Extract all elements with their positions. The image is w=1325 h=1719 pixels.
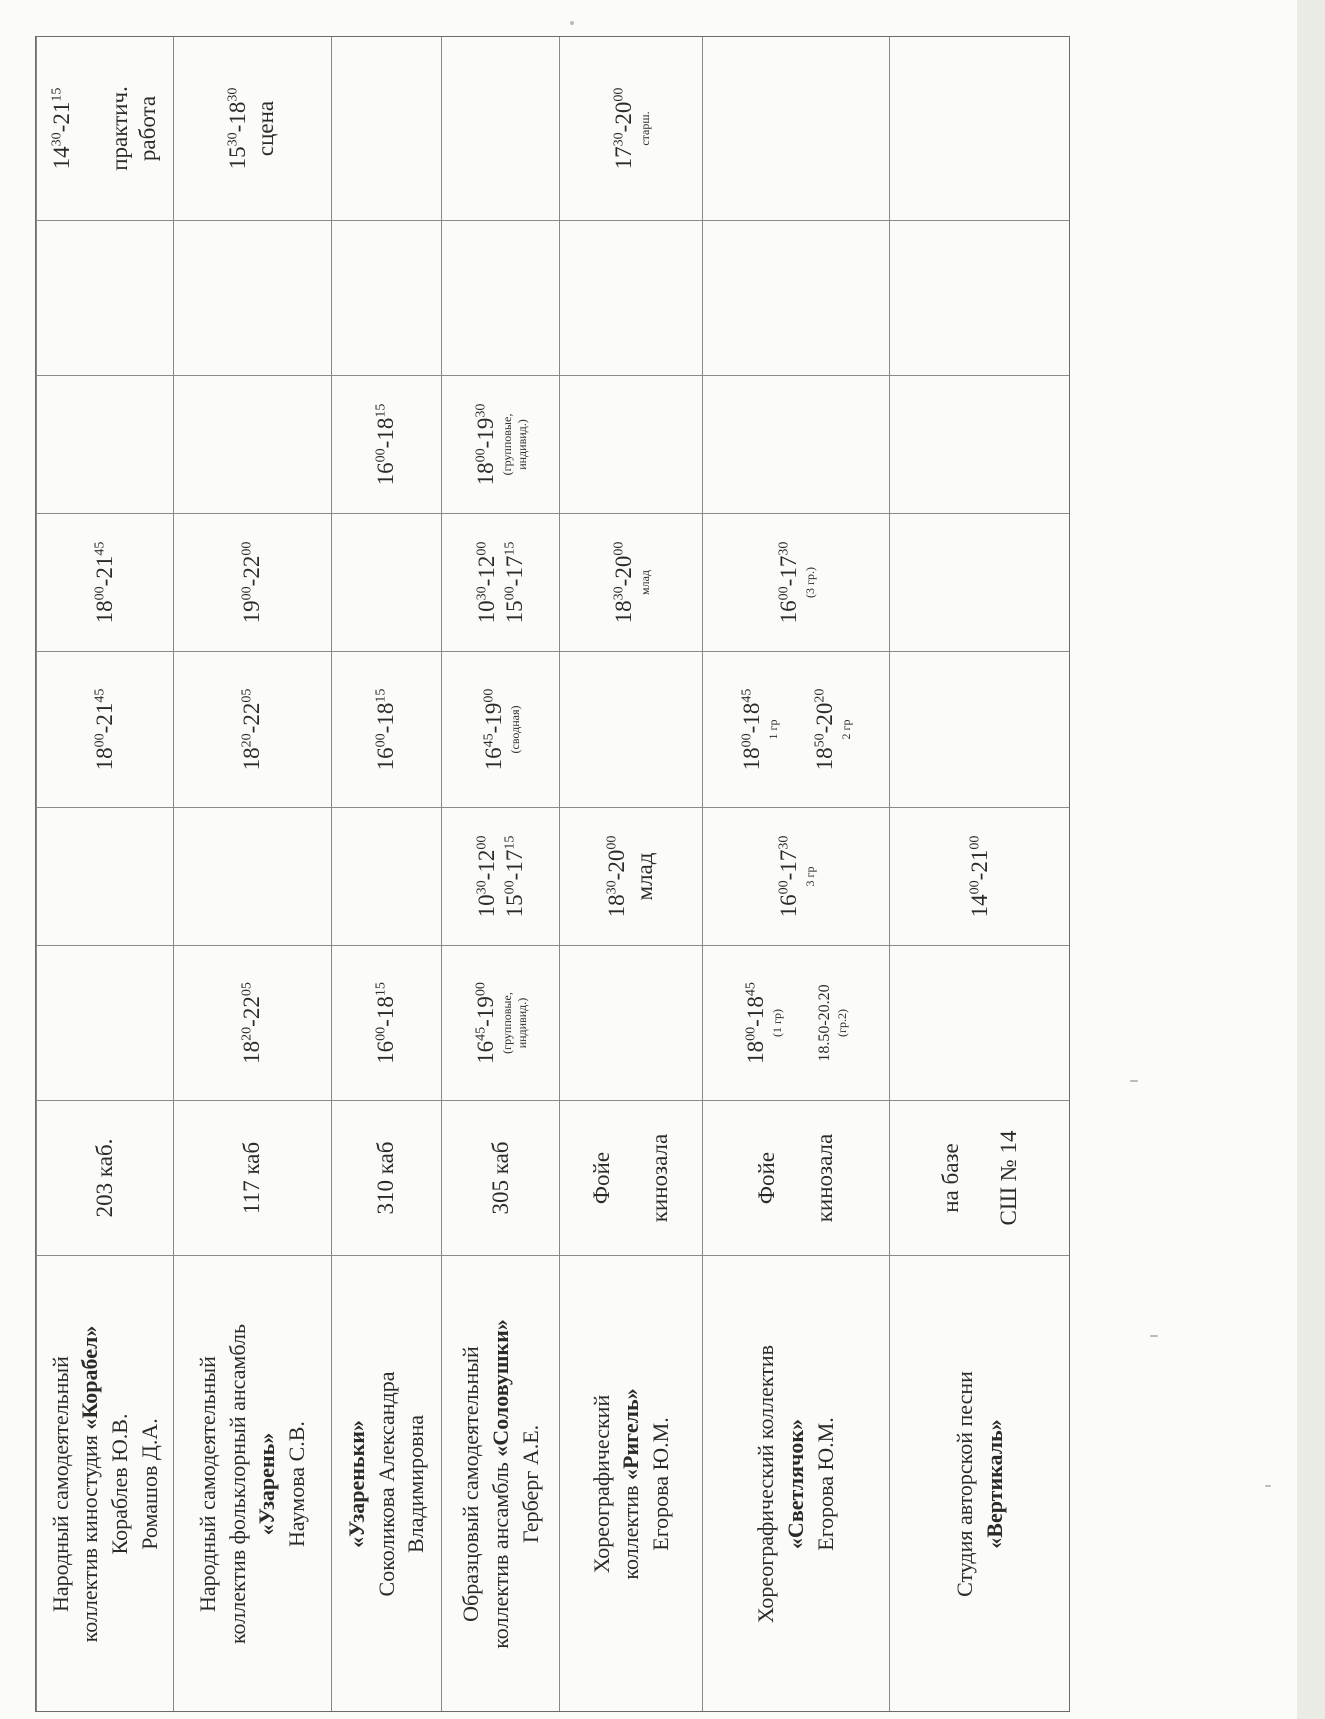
end-minutes: 00 <box>967 835 983 850</box>
time-slot-cell <box>889 652 1070 808</box>
time-range: $18^{30}-20^{00}$ <box>604 835 630 918</box>
end-minutes: 05 <box>239 982 255 997</box>
end-hour: 20 <box>610 555 636 579</box>
end-minutes: 15 <box>49 87 65 102</box>
start-minutes: 00 <box>373 1026 389 1041</box>
end-hour: 20 <box>604 849 630 873</box>
group-name-line <box>342 1262 372 1706</box>
start-minutes: 00 <box>373 448 389 463</box>
room-label: Фойе <box>589 1151 615 1205</box>
time-range: $18^{00}-21^{45}$ <box>92 688 117 771</box>
group-name-line <box>401 1262 431 1706</box>
time-range: $18^{30}-20^{00}$ <box>610 541 636 624</box>
time-slot-cell <box>331 808 442 946</box>
end-minutes: 30 <box>775 835 791 850</box>
table-row <box>174 37 332 1713</box>
slot-note: индивид.) <box>514 419 529 470</box>
schedule-body <box>37 37 1071 1713</box>
end-hour: 18 <box>743 996 769 1020</box>
end-minutes: 30 <box>775 541 791 556</box>
end-hour: 19 <box>480 702 506 726</box>
time-slot-cell <box>442 221 560 376</box>
end-hour: 18 <box>373 996 399 1020</box>
scan-speck <box>1265 1485 1271 1487</box>
scan-speck <box>1150 1335 1158 1337</box>
end-minutes: 45 <box>92 688 108 703</box>
start-hour: 14 <box>966 894 992 918</box>
start-hour: 18 <box>604 894 630 918</box>
slot-note: (1 гр) <box>770 1009 785 1037</box>
group-name-line <box>135 1262 165 1706</box>
group-name-line <box>75 1262 105 1706</box>
schedule-grid <box>36 36 1070 1712</box>
slot-note: 18.50-20.20 <box>815 984 833 1062</box>
scan-speck <box>570 21 574 25</box>
group-name-line <box>282 1262 312 1706</box>
time-range: $15^{00}-17^{15}$ <box>501 835 527 918</box>
start-minutes: 45 <box>473 1026 489 1041</box>
end-minutes: 05 <box>239 688 255 703</box>
time-range: $10^{30}-12^{00}$ <box>473 835 499 918</box>
time-range: $18^{00}-18^{45}$ <box>743 982 769 1064</box>
group-name-line <box>950 1262 980 1706</box>
start-hour: 10 <box>473 600 499 624</box>
time-range: $16^{00}-17^{30}$ <box>775 835 801 918</box>
time-slot-cell <box>702 652 889 808</box>
start-hour: 16 <box>373 462 399 486</box>
group-text: коллектив фольклорный ансамбль <box>224 1323 250 1645</box>
start-minutes: 00 <box>967 880 983 895</box>
room-cell <box>442 1101 560 1256</box>
time-range: $18^{00}-21^{45}$ <box>92 541 117 624</box>
slot-note: (сводная) <box>507 705 522 754</box>
room-label: на базе <box>937 1143 963 1213</box>
time-slot-cell <box>174 221 332 376</box>
time-range: $16^{00}-17^{30}$ <box>775 541 801 624</box>
end-minutes: 00 <box>473 982 489 997</box>
start-minutes: 00 <box>775 880 791 895</box>
start-hour: 18 <box>610 600 636 624</box>
room-label: 310 каб <box>373 1141 399 1215</box>
end-hour: 12 <box>473 849 499 873</box>
time-slot-cell <box>702 946 889 1101</box>
spacer <box>76 43 106 214</box>
group-name-cell <box>702 1256 889 1713</box>
end-minutes: 00 <box>604 835 620 850</box>
end-minutes: 00 <box>239 541 255 556</box>
end-hour: 22 <box>239 555 265 579</box>
start-minutes: 30 <box>611 586 627 601</box>
group-name-line <box>46 1262 76 1706</box>
start-hour: 18 <box>473 462 499 486</box>
time-range: $18^{00}-18^{45}$ <box>739 688 765 771</box>
time-slot-cell <box>174 376 332 514</box>
group-name-line <box>193 1262 223 1706</box>
group-title: «Вертикаль» <box>981 1419 1007 1549</box>
end-hour: 19 <box>473 996 499 1020</box>
time-range: $17^{30}-20^{00}$ <box>610 87 636 170</box>
start-minutes: 30 <box>604 880 620 895</box>
group-name-line <box>252 1262 282 1706</box>
time-range: $18^{50}-20^{20}$ <box>811 688 837 771</box>
end-hour: 21 <box>966 849 992 873</box>
end-hour: 20 <box>610 101 636 125</box>
time-slot-cell <box>442 37 560 221</box>
end-minutes: 00 <box>611 541 627 556</box>
time-range: $10^{30}-12^{00}$ <box>473 541 499 624</box>
room-cell <box>560 1101 703 1256</box>
group-title: «Корабел» <box>77 1325 103 1430</box>
end-minutes: 00 <box>474 835 490 850</box>
end-minutes: 45 <box>743 982 759 997</box>
start-minutes: 30 <box>611 132 627 147</box>
slot-text: сцена <box>253 100 279 157</box>
time-range: $15^{30}-18^{30}$ <box>225 87 251 170</box>
end-hour: 17 <box>501 849 527 873</box>
group-name-line <box>781 1262 811 1706</box>
group-name-line <box>646 1262 676 1706</box>
group-text: Студия авторской песни <box>952 1371 978 1597</box>
time-slot-cell <box>442 376 560 514</box>
time-slot-cell <box>442 514 560 652</box>
group-title: «Узарень» <box>254 1432 280 1536</box>
start-hour: 16 <box>775 894 801 918</box>
time-slot-cell <box>37 37 174 221</box>
start-minutes: 45 <box>480 733 496 748</box>
slot-note: (3 гр.) <box>802 567 817 598</box>
slot-note: старш. <box>637 111 652 146</box>
group-name-line <box>980 1262 1010 1706</box>
time-slot-cell <box>442 652 560 808</box>
time-slot-cell <box>889 221 1070 376</box>
start-minutes: 20 <box>239 1026 255 1041</box>
time-range: $16^{00}-18^{15}$ <box>373 982 399 1064</box>
time-slot-cell <box>174 652 332 808</box>
room-label: кинозала <box>811 1133 837 1223</box>
time-slot-cell <box>331 652 442 808</box>
start-minutes: 00 <box>92 586 108 601</box>
time-range: $16^{00}-18^{15}$ <box>373 688 399 771</box>
start-minutes: 30 <box>474 880 490 895</box>
time-range: $18^{20}-22^{05}$ <box>239 688 265 771</box>
end-hour: 18 <box>225 101 251 125</box>
table-row <box>560 37 703 1713</box>
group-name-line <box>751 1262 781 1706</box>
time-slot-cell <box>560 652 703 808</box>
start-hour: 15 <box>501 894 527 918</box>
end-minutes: 30 <box>473 403 489 418</box>
time-slot-cell <box>560 221 703 376</box>
group-name-cell <box>560 1256 703 1713</box>
table-row <box>442 37 560 1713</box>
end-minutes: 45 <box>739 688 755 703</box>
slot-note: (групповые, <box>500 413 515 476</box>
slot-text: работа <box>135 95 161 162</box>
time-slot-cell <box>702 221 889 376</box>
end-hour: 12 <box>473 555 499 579</box>
time-range: $14^{00}-21^{00}$ <box>966 835 992 918</box>
start-hour: 18 <box>739 747 765 771</box>
time-slot-cell <box>442 946 560 1101</box>
end-hour: 17 <box>501 555 527 579</box>
slot-note: 1 гр <box>766 719 781 740</box>
time-slot-cell <box>702 514 889 652</box>
start-hour: 19 <box>239 600 265 624</box>
slot-note: индивид.) <box>514 997 529 1049</box>
end-hour: 22 <box>239 702 265 726</box>
time-slot-cell <box>37 376 174 514</box>
start-minutes: 50 <box>812 733 828 748</box>
group-text: Кораблев Ю.В. <box>107 1413 133 1555</box>
time-slot-cell <box>331 376 442 514</box>
time-slot-cell <box>37 221 174 376</box>
room-label: 203 каб. <box>92 1138 117 1218</box>
time-slot-cell <box>37 946 174 1101</box>
time-range: $16^{45}-19^{00}$ <box>480 688 506 771</box>
time-range: $18^{00}-19^{30}$ <box>473 403 499 486</box>
group-text: Егорова Ю.М. <box>812 1417 838 1551</box>
start-minutes: 20 <box>239 733 255 748</box>
end-hour: 21 <box>92 555 117 579</box>
end-minutes: 30 <box>225 87 241 102</box>
end-minutes: 20 <box>812 688 828 703</box>
time-range: $19^{00}-22^{00}$ <box>239 541 265 624</box>
spacer <box>781 658 811 801</box>
slot-note: 2 гр <box>838 719 853 740</box>
end-hour: 20 <box>811 702 837 726</box>
start-hour: 15 <box>225 146 251 170</box>
group-title: «Ригель» <box>618 1388 644 1480</box>
group-text: Народный самодеятельный <box>195 1356 221 1612</box>
time-slot-cell <box>702 376 889 514</box>
time-slot-cell <box>889 37 1070 221</box>
group-text: Образцовый самодеятельный <box>458 1346 484 1622</box>
group-title: «Узареньки» <box>343 1420 369 1548</box>
group-name-line <box>616 1262 646 1706</box>
end-minutes: 45 <box>92 541 108 556</box>
room-cell <box>889 1101 1070 1256</box>
slot-note: 3 гр <box>802 866 817 887</box>
time-slot-cell <box>331 221 442 376</box>
end-hour: 21 <box>92 702 117 726</box>
time-range: $14^{30}-21^{15}$ <box>48 87 74 170</box>
group-name-line <box>516 1262 546 1706</box>
start-hour: 10 <box>473 894 499 918</box>
time-slot-cell <box>560 808 703 946</box>
time-slot-cell <box>174 37 332 221</box>
time-slot-cell <box>174 808 332 946</box>
start-hour: 18 <box>239 747 265 771</box>
group-name-cell <box>889 1256 1070 1713</box>
start-minutes: 00 <box>239 586 255 601</box>
start-minutes: 00 <box>502 880 518 895</box>
time-slot-cell <box>702 808 889 946</box>
start-hour: 16 <box>373 747 399 771</box>
room-cell <box>702 1101 889 1256</box>
group-name-cell <box>331 1256 442 1713</box>
room-label: СШ № 14 <box>995 1130 1021 1226</box>
room-cell <box>331 1101 442 1256</box>
time-range: $18^{20}-22^{05}$ <box>239 982 265 1064</box>
room-cell <box>37 1101 174 1256</box>
slot-text: практич. <box>107 86 132 171</box>
start-minutes: 00 <box>775 586 791 601</box>
group-name-line <box>456 1262 486 1706</box>
start-minutes: 30 <box>49 132 65 147</box>
start-hour: 14 <box>48 146 74 170</box>
start-minutes: 30 <box>474 586 490 601</box>
time-slot-cell <box>37 514 174 652</box>
time-slot-cell <box>174 514 332 652</box>
time-range: $16^{45}-19^{00}$ <box>473 982 499 1064</box>
time-slot-cell <box>889 514 1070 652</box>
start-hour: 17 <box>610 146 636 170</box>
room-cell <box>174 1101 332 1256</box>
schedule-table <box>35 36 1070 1712</box>
group-text: Хореографический коллектив <box>753 1344 779 1624</box>
start-minutes: 00 <box>92 733 108 748</box>
group-text: Соколикова Александра <box>373 1371 399 1597</box>
slot-note: (групповые, <box>500 992 515 1054</box>
group-text: Наумова С.В. <box>284 1421 310 1547</box>
start-hour: 18 <box>92 600 117 624</box>
start-hour: 16 <box>775 600 801 624</box>
time-slot-cell <box>889 808 1070 946</box>
time-range: $16^{00}-18^{15}$ <box>373 403 399 486</box>
start-minutes: 00 <box>502 586 518 601</box>
end-hour: 22 <box>239 996 265 1020</box>
time-slot-cell <box>889 946 1070 1101</box>
start-hour: 18 <box>92 747 117 771</box>
end-minutes: 15 <box>502 541 518 556</box>
schedule-rotated <box>36 37 1070 1712</box>
end-minutes: 15 <box>373 982 389 997</box>
group-name-line <box>372 1262 402 1706</box>
end-hour: 17 <box>775 849 801 873</box>
start-hour: 18 <box>811 747 837 771</box>
start-minutes: 30 <box>225 132 241 147</box>
group-text: Народный самодеятельный <box>47 1356 73 1612</box>
start-minutes: 00 <box>743 1026 759 1041</box>
end-minutes: 00 <box>474 541 490 556</box>
slot-text: млад <box>632 852 658 901</box>
group-text: Владимировна <box>403 1415 429 1554</box>
group-name-line <box>486 1262 516 1706</box>
time-slot-cell <box>37 808 174 946</box>
group-name-line <box>587 1262 617 1706</box>
slot-note: млад <box>637 570 652 596</box>
end-hour: 18 <box>373 417 399 441</box>
group-title: «Соловушки» <box>487 1319 513 1457</box>
group-text: коллектив ансамбль <box>487 1456 513 1649</box>
end-minutes: 15 <box>373 403 389 418</box>
time-slot-cell <box>889 376 1070 514</box>
group-text: коллектив <box>618 1479 644 1580</box>
room-label: 305 каб <box>487 1141 513 1215</box>
room-label: 117 каб <box>239 1141 265 1215</box>
time-slot-cell <box>560 37 703 221</box>
group-text: Хореографический <box>588 1394 614 1574</box>
slot-note: (гр.2) <box>834 1009 849 1037</box>
scan-edge <box>1297 0 1325 1719</box>
start-hour: 18 <box>743 1040 769 1064</box>
time-slot-cell <box>331 514 442 652</box>
group-name-line <box>811 1262 841 1706</box>
start-hour: 15 <box>501 600 527 624</box>
time-slot-cell <box>331 37 442 221</box>
table-row <box>37 37 174 1713</box>
time-slot-cell <box>442 808 560 946</box>
group-name-line <box>223 1262 253 1706</box>
start-minutes: 00 <box>373 733 389 748</box>
start-hour: 16 <box>373 1040 399 1064</box>
time-slot-cell <box>560 376 703 514</box>
time-slot-cell <box>560 946 703 1101</box>
end-hour: 18 <box>739 702 765 726</box>
group-name-cell <box>174 1256 332 1713</box>
end-hour: 17 <box>775 555 801 579</box>
group-text: Егорова Ю.М. <box>647 1417 673 1551</box>
start-hour: 16 <box>473 1040 499 1064</box>
table-row <box>331 37 442 1713</box>
end-hour: 18 <box>373 702 399 726</box>
time-slot-cell <box>331 946 442 1101</box>
end-minutes: 15 <box>373 688 389 703</box>
end-hour: 21 <box>48 101 74 125</box>
table-row <box>702 37 889 1713</box>
start-minutes: 00 <box>473 448 489 463</box>
time-range: $15^{00}-17^{15}$ <box>501 541 527 624</box>
scan-speck <box>1130 1080 1138 1082</box>
group-title: «Светлячок» <box>782 1418 808 1550</box>
end-minutes: 00 <box>611 87 627 102</box>
start-hour: 16 <box>480 747 506 771</box>
time-slot-cell <box>37 652 174 808</box>
group-text: Герберг А.Е. <box>517 1424 543 1544</box>
group-name-cell <box>442 1256 560 1713</box>
time-slot-cell <box>174 946 332 1101</box>
time-slot-cell <box>560 514 703 652</box>
group-name-cell <box>37 1256 174 1713</box>
time-slot-cell <box>702 37 889 221</box>
room-label: Фойе <box>753 1151 779 1205</box>
group-text: коллектив киностудия <box>77 1429 103 1643</box>
start-minutes: 00 <box>739 733 755 748</box>
group-name-line <box>105 1262 135 1706</box>
start-hour: 18 <box>239 1040 265 1064</box>
end-minutes: 15 <box>502 835 518 850</box>
end-hour: 19 <box>473 417 499 441</box>
room-label: кинозала <box>647 1133 673 1223</box>
spacer <box>785 952 815 1094</box>
table-row <box>889 37 1070 1713</box>
end-minutes: 00 <box>480 688 496 703</box>
group-text: Ромашов Д.А. <box>136 1418 162 1550</box>
